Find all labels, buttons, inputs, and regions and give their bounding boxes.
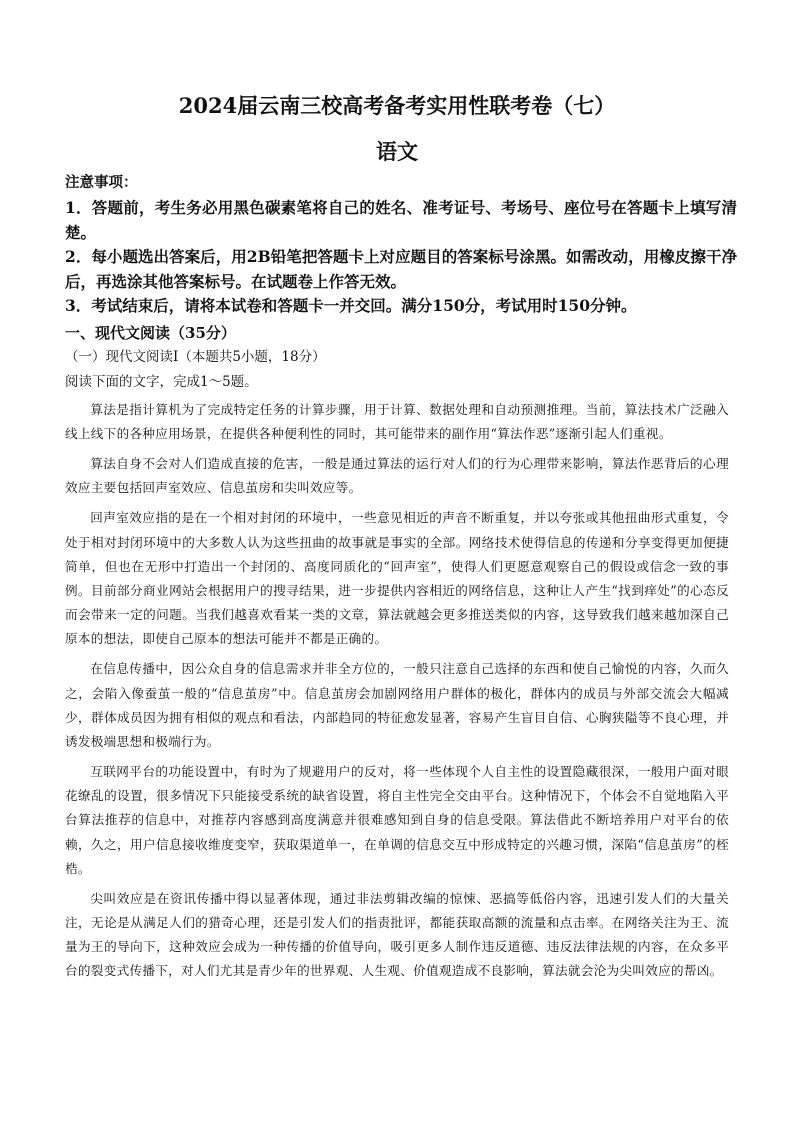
reading-instruction: 阅读下面的文字，完成1～5题。 <box>65 374 258 390</box>
exam-title: 2024届云南三校高考备考实用性联考卷（七） <box>178 93 616 118</box>
passage-paragraph-6: 尖叫效应是在资讯传播中得以显著体现，通过非法剪辑改编的惊悚、恶搞等低俗内容，迅速引发人们的大量关注，无论是从满足人们的猎奇心理，还是引发人们的指责批评，都能获取高额的流量和点击率。在网络关注为王、流量为王的导向下，这种效应会成为一种传播的价值导向，吸引更多人制作违反道德、违反法律法规的内容，在众多平台的裂变式传播下，对人们尤其是青少年的世界观、人生观、价值观造成不良影响，算法就会沦为尖叫效应的帮凶。 <box>65 890 729 979</box>
notice-item-2: 2．每小题选出答案后，用2B铅笔把答题卡上对应题目的答案标号涂黑。如需改动，用橡皮擦干净后，再选涂其他答案标号。在试题卷上作答无效。 <box>65 247 737 291</box>
passage-paragraph-1: 算法是指计算机为了完成特定任务的计算步骤，用于计算、数据处理和自动预测推理。当前，算法技术广泛融入线上线下的各种应用场景，在提供各种便利性的同时，其可能带来的副作用“算法作恶”逐渐引起人们重视。 <box>65 402 729 442</box>
passage-paragraph-3: 回声室效应指的是在一个相对封闭的环境中，一些意见相近的声音不断重复，并以夸张或其他扭曲形式重复，令处于相对封闭环境中的大多数人认为这些扭曲的故事就是事实的全部。网络技术使得信息的传递和分享变得更加便捷简单，但也在无形中打造出一个封闭的、高度同质化的“回声室”，使得人们更愿意观察自己的假设或信念一致的事例。目前部分商业网站会根据用户的搜寻结果，进一步提供内容相近的网络信息，这种让人产生“找到痒处”的心态反而会带来一定的问题。当我们越喜欢看某一类的文章，算法就越会更多推送类似的内容，这导致我们越来越加深自己原本的想法，即使自己原本的想法可能并不都是正确的。 <box>65 510 729 647</box>
notice-item-3: 3．考试结束后，请将本试卷和答题卡一并交回。满分150分，考试用时150分钟。 <box>65 296 637 315</box>
notice-item-1: 1．答题前，考生务必用黑色碳素笔将自己的姓名、准考证号、考场号、座位号在答题卡上填写清楚。 <box>65 198 737 242</box>
notice-heading: 注意事项： <box>65 174 138 191</box>
passage-paragraph-4: 在信息传播中，因公众自身的信息需求并非全方位的，一般只注意自己选择的东西和使自己愉悦的内容，久而久之，会陷入像蚕茧一般的“信息茧房”中。信息茧房会加剧网络用户群体的极化，群体内的成员与外部交流会大幅减少，群体成员因为拥有相似的观点和看法，内部趋同的特征愈发显著，容易产生盲目自信、心胸狭隘等不良心理，并诱发极端思想和极端行为。 <box>65 661 729 750</box>
reading-passage <box>65 398 729 989</box>
passage-paragraph-5: 互联网平台的功能设置中，有时为了规避用户的反对，将一些体现个人自主性的设置隐藏很深，一般用户面对眼花缭乱的设置，很多情况下只能接受系统的缺省设置，将自主性完全交由平台。这种情况下，个体会不自觉地陷入平台算法推荐的信息中，对推荐内容感到高度满意并很难感知到自身的信息受限。算法借此不断培养用户对平台的依赖，久之，用户信息接收维度变窄，获取渠道单一，在单调的信息交互中形成特定的兴趣习惯，深陷“信息茧房”的桎梏。 <box>65 764 729 876</box>
section-subtitle: （一）现代文阅读Ⅰ（本题共5小题，18分） <box>65 349 326 365</box>
subject-title: 语文 <box>376 139 418 164</box>
passage-paragraph-2: 算法自身不会对人们造成直接的危害，一般是通过算法的运行对人们的行为心理带来影响，算法作恶背后的心理效应主要包括回声室效应、信息茧房和尖叫效应等。 <box>65 456 729 496</box>
section-title: 一、现代文阅读（35分） <box>65 324 236 342</box>
